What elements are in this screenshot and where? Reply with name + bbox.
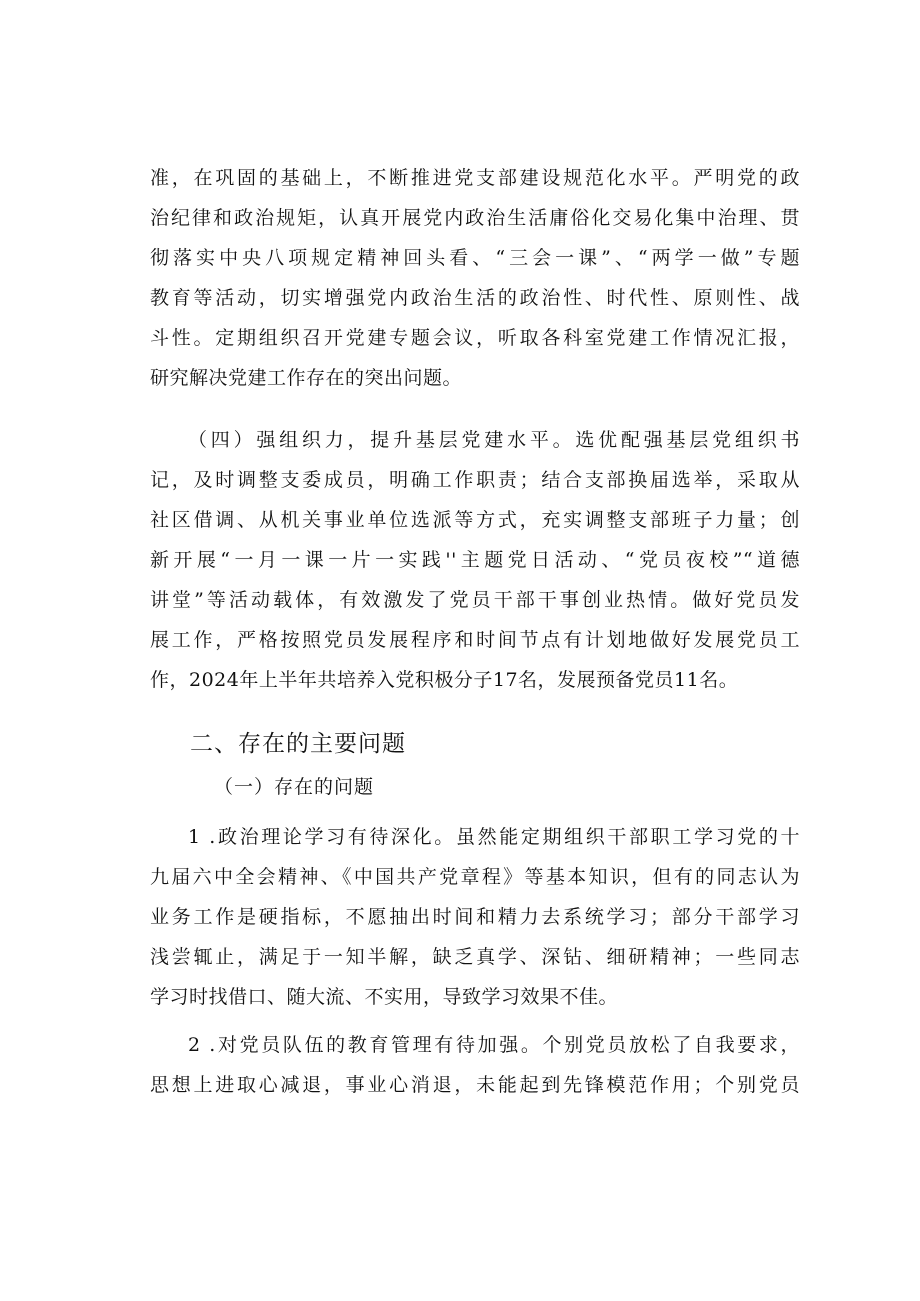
- text-line: 准，在巩固的基础上，不断推进党支部建设规范化水平。严明党的政: [150, 167, 800, 189]
- text-line: 作，2024年上半年共培养入党积极分子17名，发展预备党员11名。: [150, 669, 739, 691]
- text-line: 研究解决党建工作存在的突出问题。: [150, 367, 463, 389]
- paragraph-organization-strength: [150, 420, 800, 700]
- text-line: 记，及时调整支委成员，明确工作职责；结合支部换届选举，采取从: [150, 469, 800, 491]
- text-line: 1 .政治理论学习有待深化。虽然能定期组织干部职工学习党的十: [188, 826, 800, 848]
- text-line: 斗性。定期组织召开党建专题会议，听取各科室党建工作情况汇报，: [150, 327, 800, 349]
- paragraph-party-discipline: [150, 158, 800, 398]
- text-line: 彻落实中央八项规定精神回头看、“三会一课”、“两学一做”专题: [150, 247, 800, 269]
- text-line: 业务工作是硬指标，不愿抽出时间和精力去系统学习；部分干部学习: [150, 906, 800, 928]
- text-line: 社区借调、从机关事业单位选派等方式，充实调整支部班子力量；创: [150, 509, 800, 531]
- paragraph-theory-study: [150, 817, 800, 1017]
- paragraph-member-education: [150, 1025, 800, 1105]
- text-line: 教育等活动，切实增强党内政治生活的政治性、时代性、原则性、战: [150, 287, 800, 309]
- text-line: 九届六中全会精神、《中国共产党章程》等基本知识，但有的同志认为: [150, 866, 800, 888]
- text-line: 治纪律和政治规矩，认真开展党内政治生活庸俗化交易化集中治理、贯: [150, 207, 800, 229]
- text-line: 2 .对党员队伍的教育管理有待加强。个别党员放松了自我要求，: [188, 1034, 800, 1056]
- text-line: 新开展“一月一课一片一实践''主题党日活动、“党员夜校”“道德: [150, 549, 800, 571]
- subsection-heading: （一）存在的问题: [214, 776, 375, 798]
- text-line: 思想上进取心减退，事业心消退，未能起到先锋模范作用；个别党员: [150, 1074, 800, 1096]
- text-line: 学习时找借口、随大流、不实用，导致学习效果不佳。: [150, 986, 619, 1008]
- text-line: （四）强组织力，提升基层党建水平。选优配强基层党组织书: [188, 429, 800, 451]
- section-heading: 二、存在的主要问题: [190, 731, 406, 757]
- text-line: 浅尝辄止，满足于一知半解，缺乏真学、深钻、细研精神；一些同志: [150, 946, 800, 968]
- text-line: 展工作，严格按照党员发展程序和时间节点有计划地做好发展党员工: [150, 629, 800, 651]
- text-line: 讲堂”等活动载体，有效激发了党员干部干事创业热情。做好党员发: [150, 589, 800, 611]
